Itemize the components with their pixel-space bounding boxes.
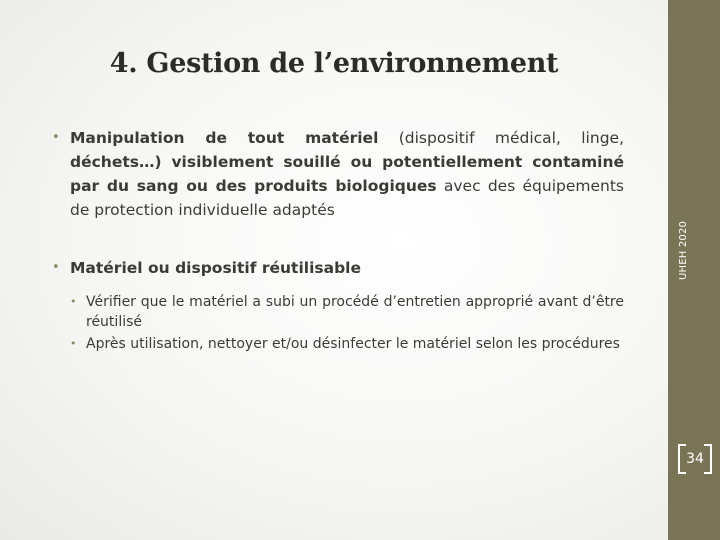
page-number: 34 (678, 444, 712, 474)
bullet-normal-part: avec des équipements de protection individuelle adaptés (70, 177, 624, 219)
bullet-normal-part: (dispositif médical, linge, (378, 129, 624, 147)
side-label: UHEH 2020 (678, 220, 689, 280)
bullet-bold-part: déchets…) visiblement souillé ou potentiellement contaminé par du sang ou des produits biologiques (70, 153, 624, 195)
bullet-text (70, 126, 624, 222)
sub-bullet-text: Après utilisation, nettoyer et/ou désinfecter le matériel selon les procédures (86, 336, 620, 352)
bullet-bold-part: Manipulation de tout matériel (70, 129, 379, 147)
sub-bullet-marker-icon: • (70, 295, 77, 308)
slide-content (52, 126, 624, 356)
bullet-marker-icon: • (52, 130, 60, 145)
bullet-materiel-reutilisable (52, 256, 624, 280)
sub-bullet-marker-icon: • (70, 337, 77, 350)
sub-bullet-text: Vérifier que le matériel a subi un procédé d’entretien approprié avant d’être réutilisé (86, 294, 624, 330)
sub-bullet-item (70, 292, 624, 332)
bullet-text (70, 256, 624, 280)
bullet-manipulation (52, 126, 624, 222)
slide-title: 4. Gestion de l’environnement (109, 48, 559, 79)
sub-bullet-list (52, 292, 624, 354)
bullet-marker-icon: • (52, 260, 60, 275)
bullet-bold-part: Matériel ou dispositif réutilisable (70, 259, 361, 277)
sub-bullet-item (70, 334, 624, 354)
